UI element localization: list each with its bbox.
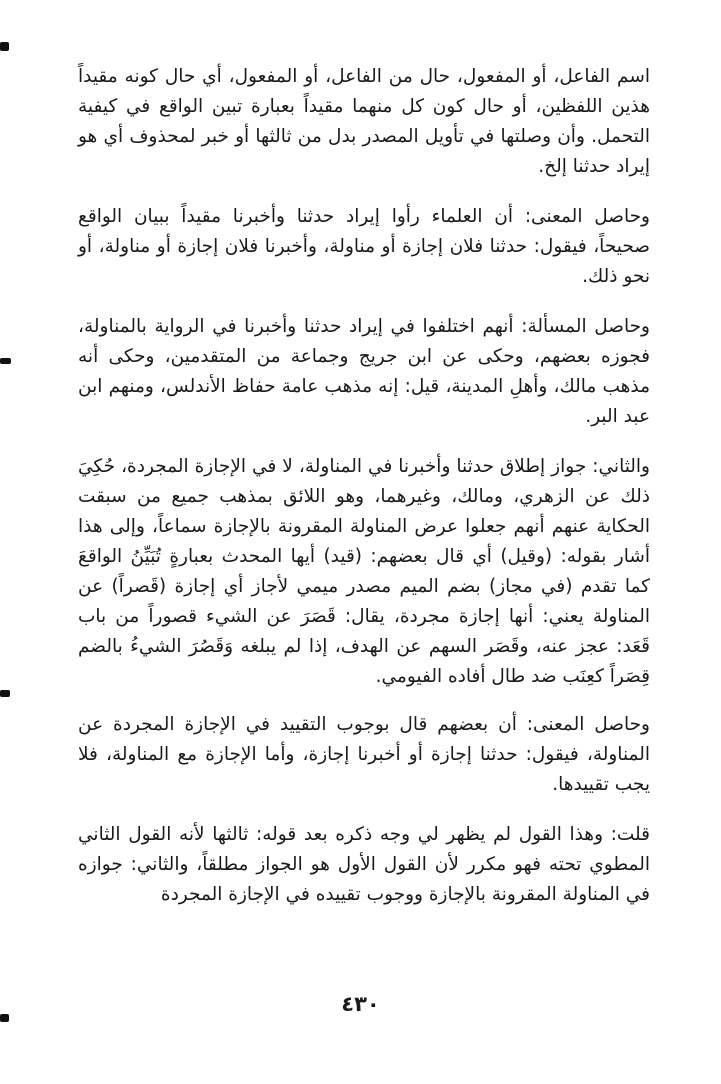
paragraph-2: وحاصل المعنى: أن العلماء رأوا إيراد حدثنا وأخبرنا مقيداً ببيان الواقع صحيحاً، فيقول: حدثنا فلان إجازة أو مناولة، وأخبرنا فلان إجازة أو مناولة، أو نحو ذلك. <box>78 206 650 287</box>
page-number: ٤٣٠ <box>341 992 380 1016</box>
scan-artifact-mark <box>0 42 9 51</box>
paragraph-3: وحاصل المسألة: أنهم اختلفوا في إيراد حدثنا وأخبرنا في الرواية بالمناولة، فجوزه بعضهم، وحكى عن ابن جريج وجماعة من المتقدمين، وحكى أنه مذهب مالك، وأهلِ المدينة، قيل: إنه مذهب عامة حفاظ الأندلس، ومنهم ابن عبد البر. <box>78 316 650 427</box>
paragraph-1: اسم الفاعل، أو المفعول، حال من الفاعل، أو المفعول، أي حال كونه مقيداً هذين اللفظين، أو حال كون كل منهما مقيداً بعبارة تبين الواقع في كيفية التحمل. وأن وصلتها في تأويل المصدر بدل من ثالثها أو خبر لمحذوف أي هو إيراد حدثنا إلخ. <box>78 66 650 177</box>
scan-artifact-mark <box>0 358 11 364</box>
paragraph-4: والثاني: جواز إطلاق حدثنا وأخبرنا في المناولة، لا في الإجازة المجردة، حُكِيَ ذلك عن الزهري، ومالك، وغيرهما، وهو اللائق بمذهب جميع من سبقت الحكاية عنهم أنهم جعلوا عرض المناولة المقرونة بالإجازة سماعاً، وإلى هذا أشار بقوله: (وقيل) أي قال بعضهم: (قيد) أيها المحدث بعبارةٍ تُبَيِّنُ الواقعَ كما تقدم (في مجاز) بضم الميم مصدر ميمي لأجاز أي إجازة (قَصراً) عن المناولة يعني: أنها إجازة مجردة، يقال: قَصَرَ عن الشيء قصوراً من باب قَعَد: عجز عنه، وقَصَر السهم عن الهدف، إذا لم يبلغه وَقَصُرَ الشيءُ بالضم قِصَراً كعِنَب ضد طال أفاده الفيومي. <box>78 456 650 687</box>
page-body <box>78 62 650 930</box>
paragraph-5: وحاصل المعنى: أن بعضهم قال بوجوب التقييد في الإجازة المجردة عن المناولة، فيقول: حدثنا إجازة أو أخبرنا إجازة، وأما الإجازة مع المناولة، فلا يجب تقييدها. <box>78 714 650 795</box>
scan-artifact-mark <box>0 690 10 697</box>
paragraph-6: قلت: وهذا القول لم يظهر لي وجه ذكره بعد قوله: ثالثها لأنه القول الثاني المطوي تحته فهو مكرر لأن القول الأول هو الجواز مطلقاً، والثاني: جوازه في المناولة المقرونة بالإجازة ووجوب تقييده في الإجازة المجردة <box>78 824 650 905</box>
